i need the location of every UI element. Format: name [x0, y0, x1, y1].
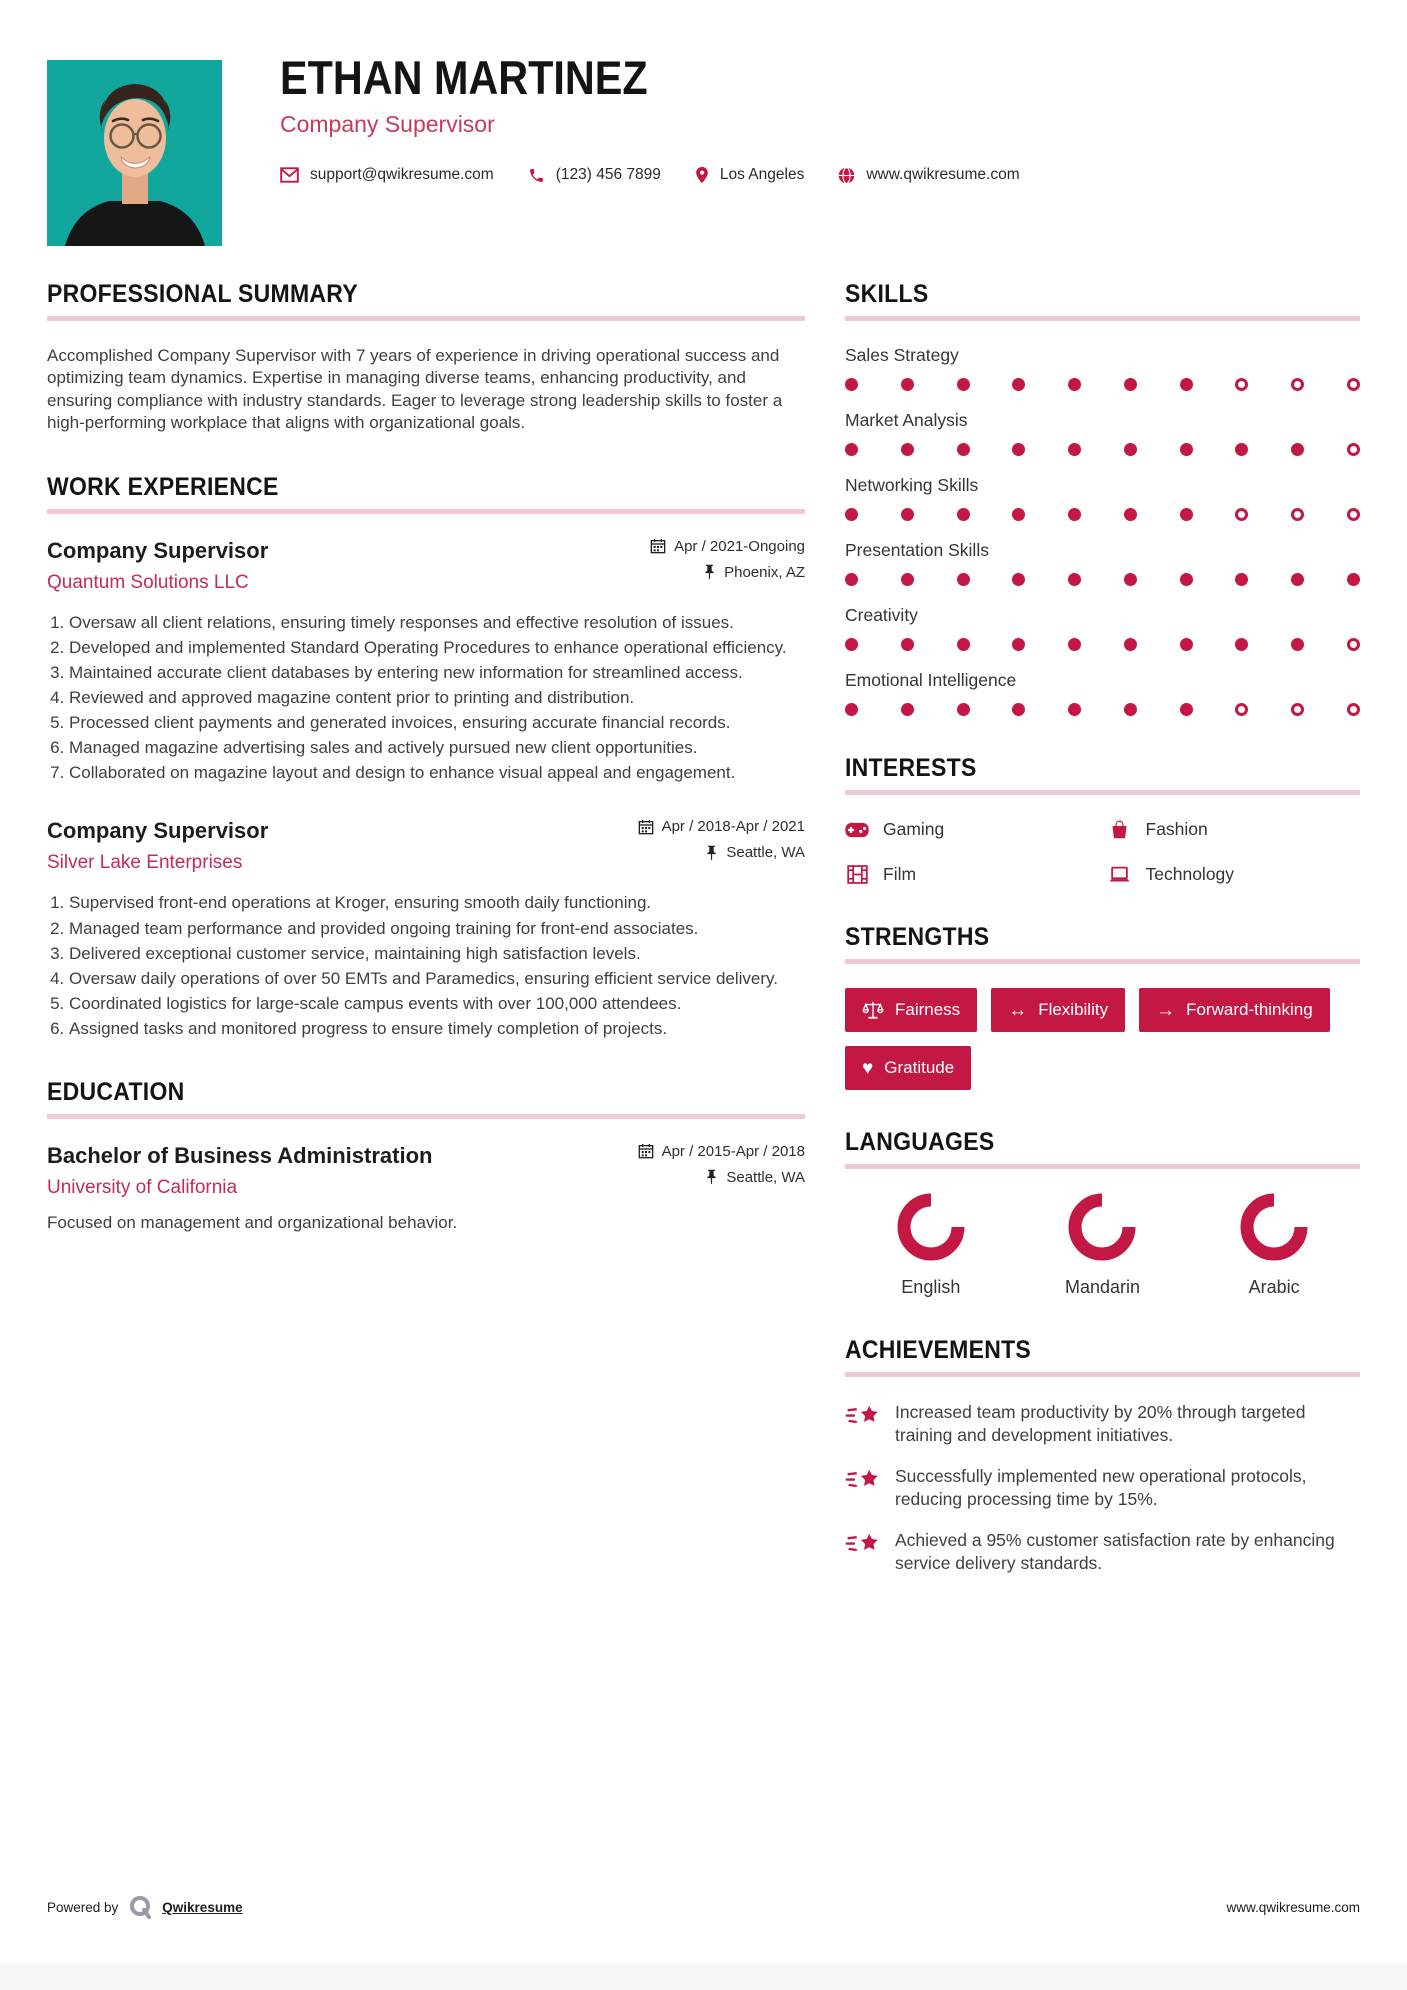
contact-location-label: Los Angeles [719, 166, 805, 183]
skill-dot [957, 573, 970, 586]
job-bullet: 6. Assigned tasks and monitored progress to ensure timely completion of projects. [69, 1018, 805, 1040]
job-bullet: 4. Oversaw daily operations of over 50 EMTs and Paramedics, ensuring efficient service delivery. [69, 968, 805, 990]
left-column [47, 280, 805, 1614]
interest-item [845, 864, 1098, 885]
job-bullet: 1. Oversaw all client relations, ensuring timely responses and effective resolution of issues. [69, 612, 805, 634]
skill-dot [957, 443, 970, 456]
skill-dot [1180, 443, 1193, 456]
skill-label: Market Analysis [845, 410, 968, 430]
education-location: Seattle, WA [638, 1169, 805, 1186]
skill-dot [1291, 508, 1304, 521]
section-strengths [845, 923, 1360, 1090]
phone-icon [528, 167, 545, 184]
skill-dot [1347, 378, 1360, 391]
skill-dot [957, 703, 970, 716]
job-location: Phoenix, AZ [650, 564, 805, 581]
job-bullet: 2. Developed and implemented Standard Operating Procedures to enhance operational efficiency. [69, 637, 805, 659]
calendar-icon [650, 538, 666, 554]
skill-dot [845, 703, 858, 716]
skill-dot [845, 443, 858, 456]
job-title: Company Supervisor [47, 818, 269, 844]
job-dates: Apr / 2018-Apr / 2021 [638, 818, 805, 835]
section-heading: PROFESSIONAL SUMMARY [47, 280, 358, 308]
laptop-icon [1108, 866, 1132, 884]
education-dates: Apr / 2015-Apr / 2018 [638, 1143, 805, 1160]
achievement-text: Successfully implemented new operational protocols, reducing processing time by 15%. [895, 1466, 1307, 1510]
heart-icon: ♥ [862, 1057, 874, 1079]
education-entry [47, 1143, 805, 1233]
strength-badge [845, 1046, 971, 1090]
profile-photo [47, 60, 222, 246]
skill-dot [1291, 703, 1304, 716]
job-bullet: 3. Maintained accurate client databases by entering new information for streamlined access. [69, 662, 805, 684]
skill-dot [1012, 638, 1025, 651]
language-label: Mandarin [1064, 1277, 1141, 1297]
skill-row [845, 475, 1360, 521]
education-note: Focused on management and organizational behavior. [47, 1212, 458, 1232]
job-bullet: 3. Delivered exceptional customer service, maintaining high satisfaction levels. [69, 943, 805, 965]
skill-dot [1180, 638, 1193, 651]
skill-dot [1347, 443, 1360, 456]
contact-website-label: www.qwikresume.com [866, 166, 1020, 183]
scales-icon [862, 1000, 884, 1020]
job-entry [47, 818, 805, 1040]
skill-dot [1068, 703, 1081, 716]
section-heading: WORK EXPERIENCE [47, 472, 279, 501]
calendar-icon [638, 1143, 654, 1159]
contact-email-label: support@qwikresume.com [310, 166, 494, 183]
skill-dot [901, 443, 914, 456]
interest-label: Technology [1145, 864, 1235, 884]
section-divider [845, 959, 1360, 964]
skill-dot [1291, 638, 1304, 651]
language-ring [1240, 1193, 1308, 1261]
job-title: Company Supervisor [280, 111, 495, 137]
interest-item [845, 819, 1098, 840]
skill-dot [957, 378, 970, 391]
skill-rating [845, 638, 1360, 651]
skill-dot [1347, 573, 1360, 586]
skill-dot [1235, 508, 1248, 521]
job-bullet: 5. Coordinated logistics for large-scale campus events with over 100,000 attendees. [69, 993, 805, 1015]
skill-dot [1235, 573, 1248, 586]
skill-row [845, 605, 1360, 651]
skill-label: Creativity [845, 605, 918, 625]
pushpin-icon [705, 1169, 718, 1185]
skill-dot [1124, 443, 1137, 456]
skill-dot [1235, 638, 1248, 651]
language-ring [897, 1193, 965, 1261]
section-heading: SKILLS [845, 280, 929, 308]
language-label: English [901, 1277, 961, 1297]
skill-rating [845, 508, 1360, 521]
job-bullet-list [47, 892, 805, 1040]
email-icon [280, 167, 299, 183]
skill-dot [1012, 703, 1025, 716]
skill-row [845, 410, 1360, 456]
skill-dot [1124, 378, 1137, 391]
skill-dot [1124, 703, 1137, 716]
skill-dot [901, 378, 914, 391]
skill-dot [845, 508, 858, 521]
skill-dot [1180, 508, 1193, 521]
skill-rating [845, 443, 1360, 456]
skill-rating [845, 378, 1360, 391]
skill-dot [1068, 573, 1081, 586]
summary-text: Accomplished Company Supervisor with 7 years of experience in driving operational success and optimizing team dynamics. Expertise in managing diverse teams, enhancing productivity, and ensuring compliance with industry standards. Eager to leverage strong leadership skills to foster a high-performing workplace that aligns with organizational goals. [47, 346, 783, 433]
right-arrow-icon: → [1156, 999, 1176, 1021]
skill-dot [1068, 508, 1081, 521]
strength-label: Fairness [895, 1000, 961, 1019]
skill-dot [901, 508, 914, 521]
skill-dot [1180, 378, 1193, 391]
skill-rating [845, 703, 1360, 716]
interest-item [1108, 864, 1361, 885]
section-languages [845, 1128, 1360, 1298]
job-bullet: 1. Supervised front-end operations at Kroger, ensuring smooth daily functioning. [69, 892, 805, 914]
language-ring [1068, 1193, 1136, 1261]
calendar-icon [638, 819, 654, 835]
language-label: Arabic [1248, 1277, 1300, 1297]
skill-dot [1235, 443, 1248, 456]
skill-dot [845, 378, 858, 391]
skill-dot [1012, 508, 1025, 521]
section-divider [845, 1164, 1360, 1169]
skill-dot [957, 638, 970, 651]
section-professional-summary [47, 280, 805, 435]
section-skills [845, 280, 1360, 716]
skill-dot [845, 573, 858, 586]
section-divider [845, 1372, 1360, 1377]
skill-label: Presentation Skills [845, 540, 989, 560]
school-name: University of California [47, 1176, 238, 1198]
skill-dot [1235, 703, 1248, 716]
skill-dot [1235, 378, 1248, 391]
contact-row [280, 166, 1054, 184]
skill-dot [1124, 573, 1137, 586]
contact-phone-label: (123) 456 7899 [555, 166, 661, 183]
strength-badge [991, 988, 1125, 1032]
skill-dot [901, 573, 914, 586]
skill-dot [1124, 638, 1137, 651]
job-entry [47, 538, 805, 785]
achievement-item [845, 1529, 1360, 1575]
header [47, 46, 1360, 246]
globe-icon [838, 167, 855, 184]
job-company: Quantum Solutions LLC [47, 571, 249, 593]
skill-row [845, 345, 1360, 391]
header-text [280, 46, 1054, 184]
skill-row [845, 670, 1360, 716]
skill-label: Networking Skills [845, 475, 979, 495]
achievement-item [845, 1465, 1360, 1511]
section-heading: EDUCATION [47, 1077, 185, 1106]
strength-label: Flexibility [1038, 1000, 1109, 1019]
skill-dot [1291, 573, 1304, 586]
page-title: ETHAN MARTINEZ [280, 51, 648, 104]
section-divider [845, 790, 1360, 795]
pushpin-icon [705, 845, 718, 861]
skill-dot [845, 638, 858, 651]
section-achievements [845, 1336, 1360, 1576]
contact-location [695, 166, 804, 184]
section-divider [47, 316, 805, 321]
skill-row [845, 540, 1360, 586]
job-company: Silver Lake Enterprises [47, 852, 243, 874]
shooting-star-icon [845, 1467, 881, 1511]
section-heading: INTERESTS [845, 754, 977, 782]
skill-dot [1068, 638, 1081, 651]
section-divider [47, 1114, 805, 1119]
skill-dot [1012, 378, 1025, 391]
section-interests [845, 754, 1360, 885]
job-title: Company Supervisor [47, 537, 269, 563]
qwikresume-logo-icon [128, 1894, 154, 1920]
section-education [47, 1078, 805, 1233]
skill-label: Emotional Intelligence [845, 670, 1017, 690]
shopping-bag-icon [1108, 819, 1132, 840]
skill-dot [901, 703, 914, 716]
skill-dot [1291, 378, 1304, 391]
gamepad-icon [845, 822, 869, 838]
section-divider [845, 316, 1360, 321]
left-right-arrow-icon: ↔ [1008, 999, 1028, 1021]
skill-dot [901, 638, 914, 651]
contact-phone[interactable] [528, 166, 661, 184]
skill-dot [1347, 508, 1360, 521]
job-bullet: 2. Managed team performance and provided ongoing training for front-end associates. [69, 918, 805, 940]
achievement-item [845, 1401, 1360, 1447]
skill-dot [1180, 573, 1193, 586]
job-bullet: 7. Collaborated on magazine layout and design to enhance visual appeal and engagement. [69, 762, 805, 784]
job-location: Seattle, WA [638, 844, 805, 861]
strength-label: Gratitude [884, 1058, 955, 1077]
strength-badge [845, 988, 977, 1032]
qwikresume-brand-link[interactable]: Qwikresume [162, 1899, 243, 1915]
shooting-star-icon [845, 1531, 881, 1575]
interest-label: Fashion [1145, 819, 1208, 839]
section-heading: STRENGTHS [845, 923, 990, 951]
bottom-strip [0, 1964, 1407, 1990]
skill-label: Sales Strategy [845, 345, 959, 365]
contact-email[interactable] [280, 166, 494, 184]
shooting-star-icon [845, 1403, 881, 1447]
powered-by-label: Powered by [47, 1899, 119, 1915]
skill-dot [1180, 703, 1193, 716]
footer [47, 1894, 1360, 1920]
skill-dot [1347, 703, 1360, 716]
skill-dot [1068, 378, 1081, 391]
skill-dot [1012, 443, 1025, 456]
strength-badge [1139, 988, 1330, 1032]
pushpin-icon [703, 564, 716, 580]
footer-website-link[interactable]: www.qwikresume.com [1226, 1899, 1360, 1915]
skill-dot [957, 508, 970, 521]
skill-dot [1068, 443, 1081, 456]
right-column [845, 280, 1360, 1614]
job-bullet: 4. Reviewed and approved magazine content prior to printing and distribution. [69, 687, 805, 709]
degree-title: Bachelor of Business Administration [47, 1142, 433, 1168]
skill-dot [1291, 443, 1304, 456]
job-dates: Apr / 2021-Ongoing [650, 538, 805, 555]
job-bullet: 5. Processed client payments and generated invoices, ensuring accurate financial records. [69, 712, 805, 734]
film-icon [845, 865, 869, 884]
job-bullet-list [47, 612, 805, 785]
skill-dot [1347, 638, 1360, 651]
skill-rating [845, 573, 1360, 586]
section-heading: ACHIEVEMENTS [845, 1336, 1032, 1364]
skill-dot [1012, 573, 1025, 586]
strength-label: Forward-thinking [1186, 1000, 1313, 1019]
language-item [1017, 1193, 1189, 1298]
section-work-experience [47, 473, 805, 1040]
section-divider [47, 509, 805, 514]
contact-website[interactable] [838, 166, 1019, 184]
interest-label: Gaming [883, 819, 945, 839]
language-item [1188, 1193, 1360, 1298]
job-bullet: 6. Managed magazine advertising sales and actively pursued new client opportunities. [69, 737, 805, 759]
skill-dot [1124, 508, 1137, 521]
language-item [845, 1193, 1017, 1298]
location-pin-icon [695, 166, 709, 184]
achievement-text: Achieved a 95% customer satisfaction rate by enhancing service delivery standards. [895, 1530, 1335, 1574]
achievement-text: Increased team productivity by 20% through targeted training and development initiatives. [895, 1402, 1306, 1446]
interest-item [1108, 819, 1361, 840]
interest-label: Film [883, 864, 917, 884]
section-heading: LANGUAGES [845, 1128, 995, 1156]
